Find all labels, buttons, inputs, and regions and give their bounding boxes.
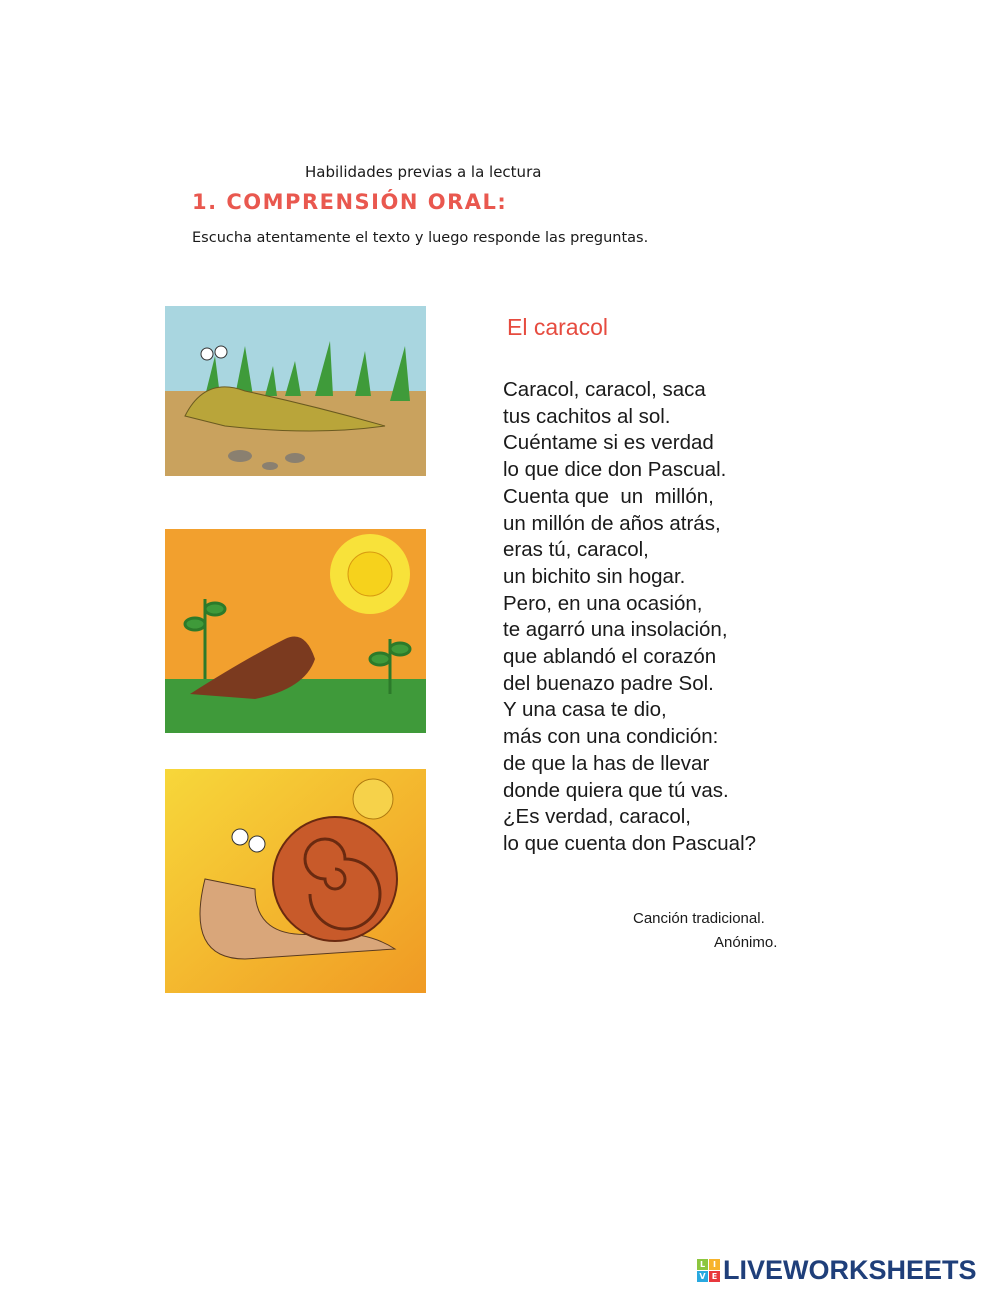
poem-line: ¿Es verdad, caracol, (503, 805, 691, 829)
poem-line: tus cachitos al sol. (503, 404, 671, 428)
poem-line: lo que cuenta don Pascual? (503, 831, 757, 855)
poem-line: más con una condición: (503, 725, 719, 749)
snail-with-shell-illustration (165, 769, 426, 993)
logo-letter: V (697, 1271, 708, 1282)
poem-line: Cuenta que un millón, (503, 484, 714, 508)
poem-author: Anónimo. (714, 934, 778, 951)
subtitle: Habilidades previas a la lectura (305, 163, 542, 181)
poem-line: eras tú, caracol, (503, 538, 649, 562)
liveworksheets-logo (697, 1255, 977, 1286)
poem-line: del buenazo padre Sol. (503, 671, 714, 695)
poem-line: Y una casa te dio, (503, 698, 667, 722)
poem-title: El caracol (507, 314, 608, 340)
instruction: Escucha atentamente el texto y luego responde las preguntas. (192, 230, 649, 246)
poem-line: Caracol, caracol, saca (503, 378, 706, 401)
section-heading: 1. COMPRENSIÓN ORAL: (192, 190, 508, 214)
poem-body (503, 377, 756, 858)
slug-in-grass-illustration (165, 306, 426, 476)
poem-line: te agarró una insolación, (503, 618, 728, 642)
logo-text: LIVEWORKSHEETS (723, 1255, 977, 1285)
logo-squares-icon (697, 1259, 720, 1282)
logo-letter: L (697, 1259, 708, 1270)
poem-line: donde quiera que tú vas. (503, 778, 729, 802)
poem-source: Canción tradicional. (633, 910, 765, 927)
poem-line: Cuéntame si es verdad (503, 431, 714, 455)
slug-in-sun-illustration (165, 529, 426, 733)
poem-line: que ablandó el corazón (503, 645, 717, 669)
poem-line: un millón de años atrás, (503, 511, 721, 535)
logo-letter: I (709, 1259, 720, 1270)
poem-line: lo que dice don Pascual. (503, 458, 727, 482)
poem-line: Pero, en una ocasión, (503, 591, 703, 615)
poem-line: un bichito sin hogar. (503, 564, 686, 588)
logo-letter: E (709, 1271, 720, 1282)
poem-line: de que la has de llevar (503, 751, 710, 775)
